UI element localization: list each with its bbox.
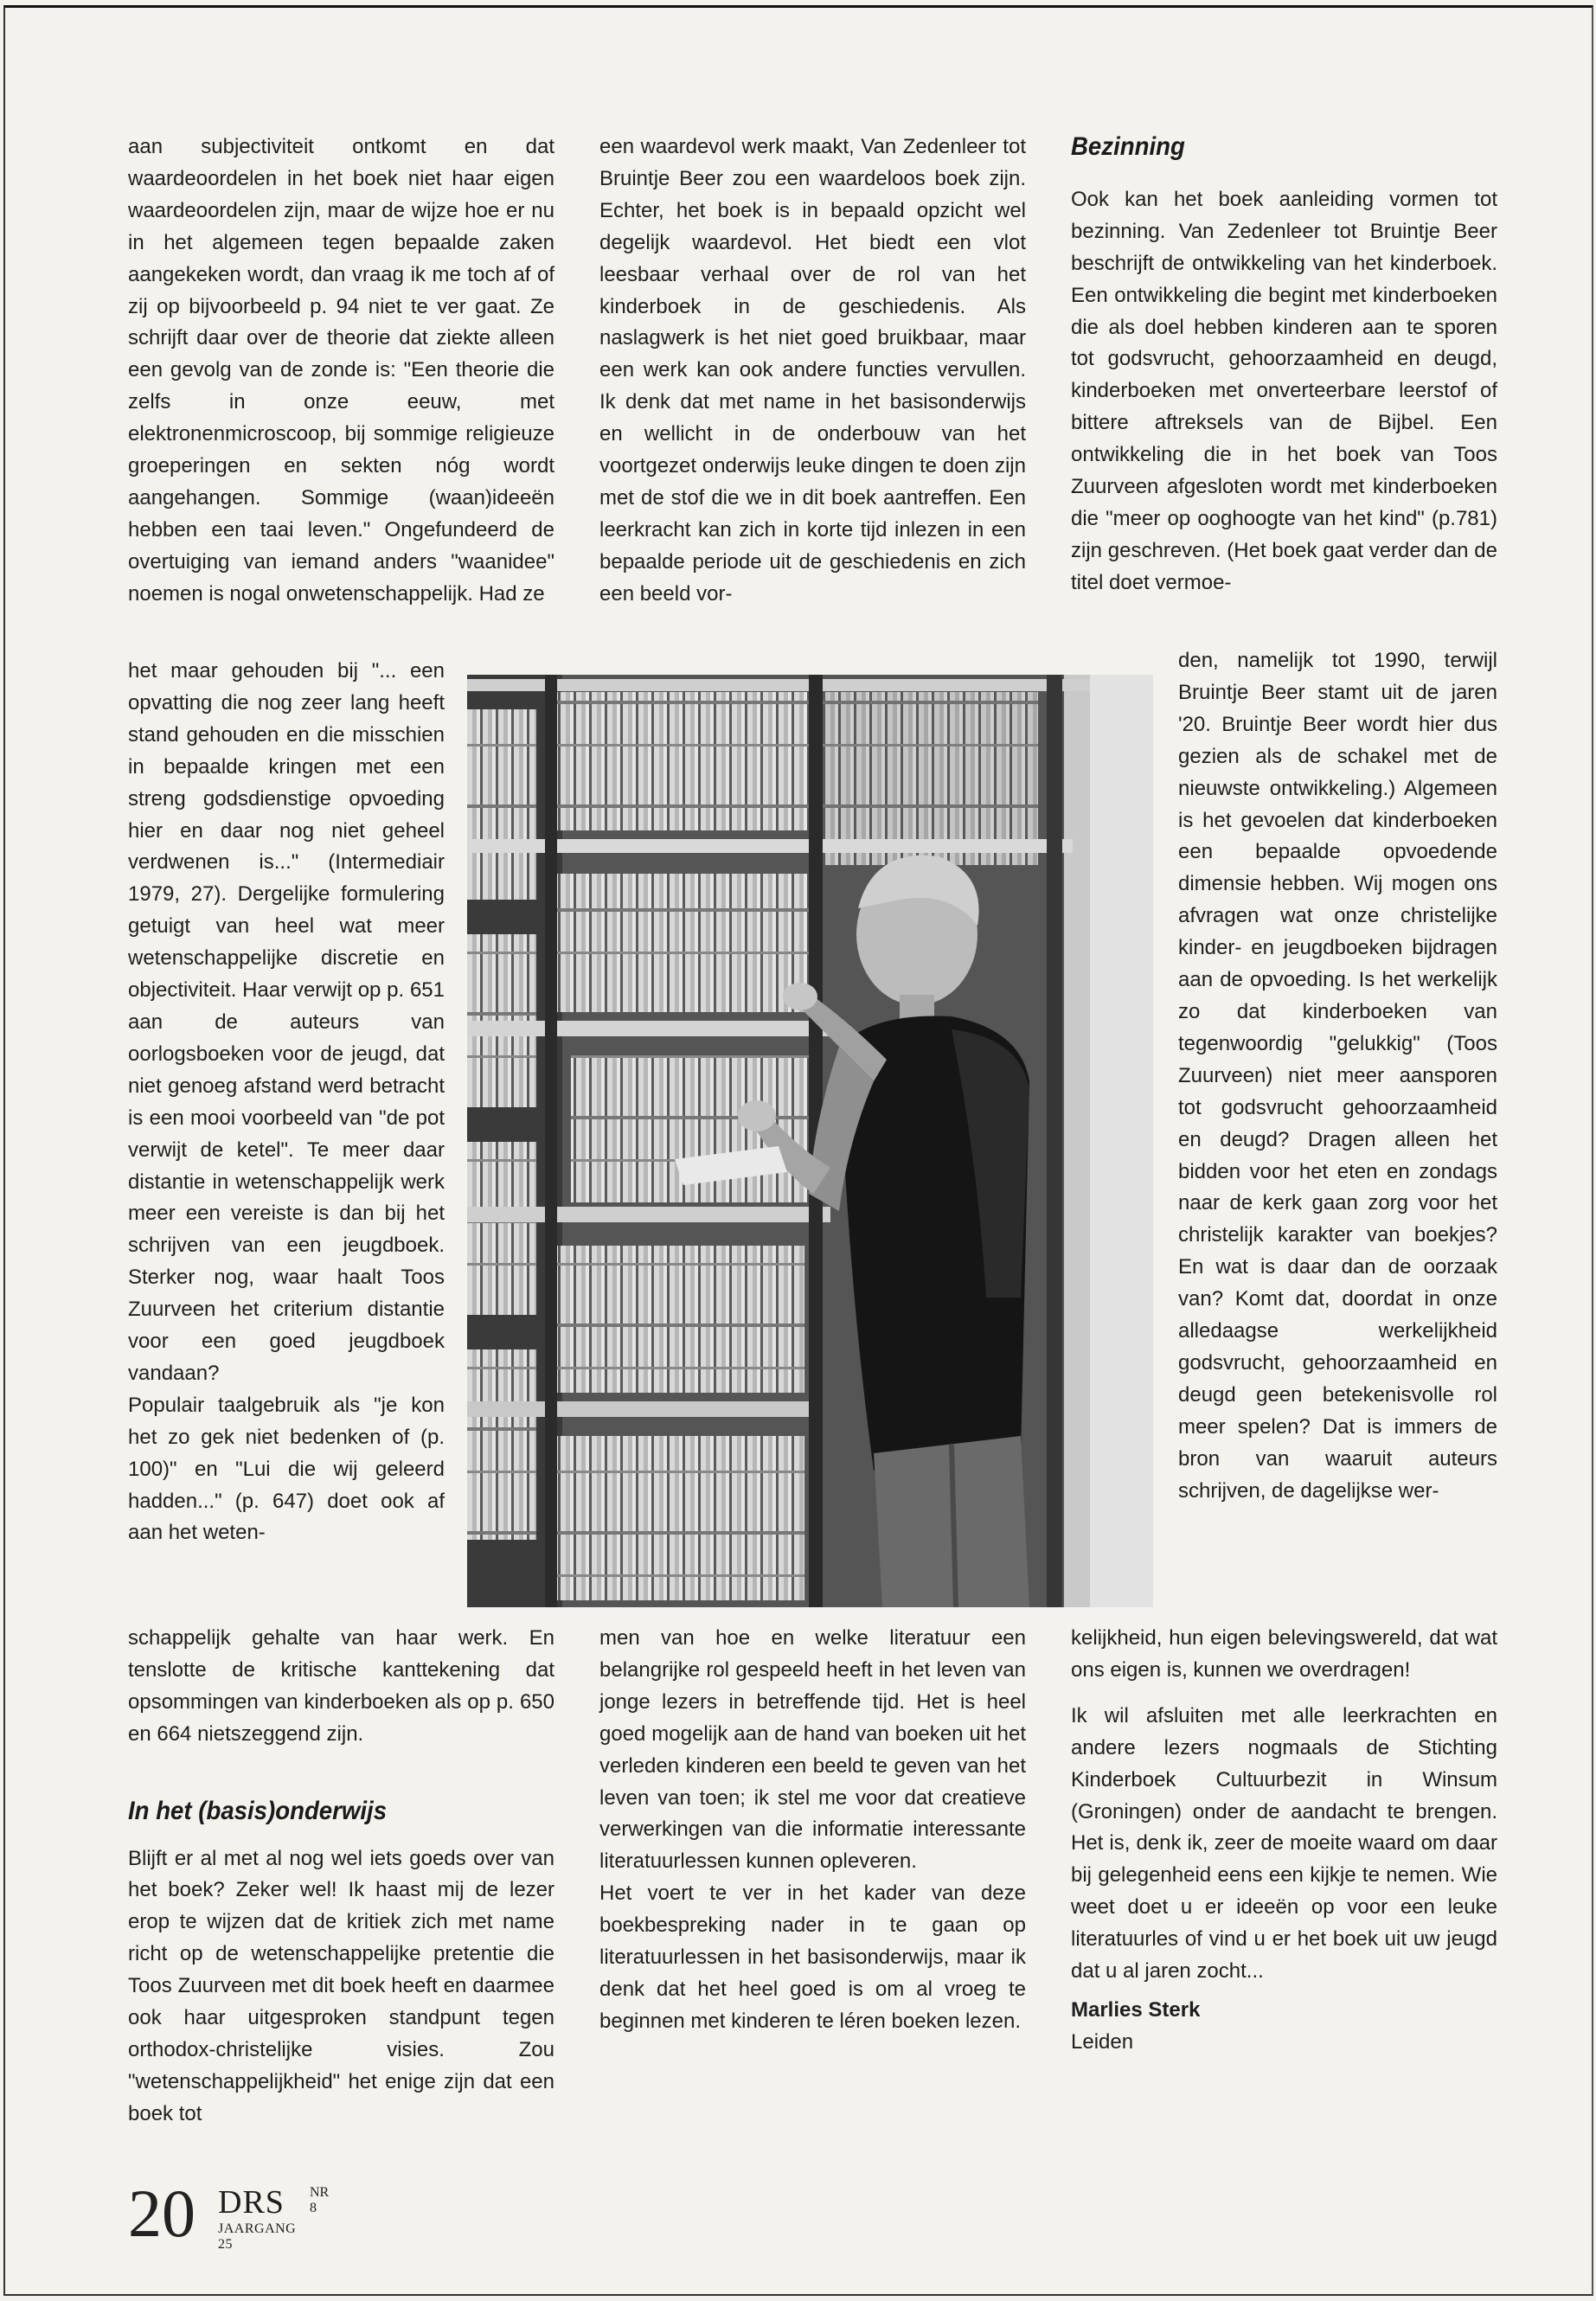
paragraph: Het voert te ver in het kader van deze boekbespreking nader in te gaan op literatuurlessen in het basisonderwijs, maar ik denk dat het heel goed is om al vroeg te beginnen met kinderen te léren boeken lezen. — [599, 1881, 1026, 2033]
paragraph: aan subjectiviteit ontkomt en dat waardeoordelen in het boek niet haar eigen waardeoordelen zijn, maar de wijze hoe er nu in het algemeen tegen bepaalde zaken aangekeken wordt, dan vraag ik me toch af of zij op bijvoorbeeld p. 94 niet te ver gaat. Ze schrijft daar over de theorie dat ziekte alleen een gevolg van de zonde is: "Een theorie die zelfs in onze eeuw, met elektronenmicroscoop, bij sommige religieuze groeperingen en sekten nóg wordt aangehangen. Sommige (waan)ideeën hebben een taai leven." Ongefundeerd de overtuiging van iemand anders "waanidee" noemen is nogal onwetenschappelijk. Had ze — [128, 135, 554, 606]
column-left — [128, 131, 554, 611]
author-city: Leiden — [1071, 2029, 1134, 2054]
paragraph: Ik wil afsluiten met alle leerkrachten en andere lezers nogmaals de Stichting Kinderboek Cultuurbezit in Winsum (Groningen) onder de aandacht te brengen. Het is, denk ik, zeer de moeite waard om daar bij gelegenheid eens een kijkje te nemen. Wie weet doet u er ideeën op voor een leuke literatuurles of vind u er het boek uit uw jeugd dat u al jaren zocht... — [1071, 1703, 1497, 1984]
paragraph: kelijkheid, hun eigen belevingswereld, dat wat ons eigen is, kunnen we overdragen! — [1071, 1626, 1497, 1682]
column-right-bottom — [1071, 1623, 1497, 2059]
column-left-bottom — [128, 1623, 554, 2131]
column-middle-bottom — [599, 1623, 1026, 2038]
paragraph: Ook kan het boek aanleiding vormen tot bezinning. Van Zedenleer tot Bruintje Beer beschrijft de ontwikkeling van het kinderboek. Een ontwikkeling die begint met kinderboeken die als doel hebben kinderen aan te sporen tot godsvrucht, gehoorzaamheid en deugd, kinderboeken met onverteerbare leerstof of bittere aftreksels van de Bijbel. Een ontwikkeling die in het boek van Toos Zuurveen afgesloten wordt met kinderboeken die "meer op ooghoogte van het kind" (p.781) zijn geschreven. (Het boek gaat verder dan de titel doet vermoe- — [1071, 187, 1497, 594]
photo-illustration — [467, 675, 1153, 1607]
column-right-narrow — [1178, 645, 1497, 1507]
paragraph: het maar gehouden bij "... een opvatting die nog zeer lang heeft stand gehouden en die misschien in bepaalde kringen met een streng godsdienstige opvoeding hier en daar nog niet geheel verdwenen is..." (Intermediair 1979, 27). Dergelijke formulering getuigt van heel wat meer wetenschappelijke discretie en objectiviteit. Haar verwijt op p. 651 aan de auteurs van oorlogsboeken voor de jeugd, dat niet genoeg afstand werd betracht is een mooi voorbeeld van "de pot verwijt de ketel". Te meer daar distantie in wetenschappelijk werk meer een vereiste is dan bij het schrijven van een jeugdboek. Sterker nog, waar haalt Toos Zuurveen het criterium distantie voor een goed jeugdboek vandaan? — [128, 659, 445, 1385]
magazine-name: DRS — [218, 2184, 285, 2221]
paragraph: schappelijk gehalte van haar werk. En tenslotte de kritische kanttekening dat opsommingen van kinderboeken als op p. 650 en 664 nietszeggend zijn. — [128, 1626, 554, 1746]
section-heading: Bezinning — [1071, 132, 1185, 161]
column-middle — [599, 131, 1026, 611]
paragraph: Blijft er al met al nog wel iets goeds over van het boek? Zeker wel! Ik haast mij de lezer erop te wijzen dat de kritiek zich met name richt op de wetenschappelijke pretentie die Toos Zuurveen met dit boek heeft en daarmee ook haar uitgesproken standpunt tegen orthodox-christelijke visies. Zou "wetenschappelijkheid" het enige zijn dat een boek tot — [128, 1846, 554, 2125]
author-name: Marlies Sterk — [1071, 1997, 1201, 2022]
column-left-narrow — [128, 656, 445, 1549]
paragraph: den, namelijk tot 1990, terwijl Bruintje Beer stamt uit de jaren '20. Bruintje Beer wordt hier dus gezien als de schakel met de nieuwste ontwikkeling.) Algemeen is het gevoelen dat kinderboeken een bepaalde opvoedende dimensie hebben. Wij mogen ons afvragen wat onze christelijke kinder- en jeugdboeken bijdragen aan de opvoeding. Is het werkelijk zo dat kinderboeken van tegenwoordig "gelukkig" (Toos Zuurveen) niet meer aansporen tot godsvrucht gehoorzaamheid en deugd? Dragen alleen het bidden voor het eten en zondags naar de kerk gaan zorg voor het christelijk karakter van boekjes? En wat is daar dan de oorzaak van? Komt dat, doordat in onze alledaagse werkelijkheid godsvrucht, gehoorzaamheid en deugd geen betekenisvolle rol meer spelen? Dat is immers de bron van waaruit auteurs schrijven, de dagelijkse wer- — [1178, 649, 1497, 1503]
issue-number: NR 8 — [310, 2185, 330, 2215]
volume-label: JAARGANG 25 — [218, 2221, 297, 2252]
column-right — [1071, 131, 1497, 599]
page-number: 20 — [128, 2176, 195, 2251]
paragraph: Populair taalgebruik als "je kon het zo gek niet bedenken of (p. 100)" en "Lui die wij geleerd hadden..." (p. 647) doet ook af aan het weten- — [128, 1393, 445, 1545]
photo-boy-at-bookshelf — [467, 675, 1153, 1607]
section-heading: In het (basis)onderwijs — [128, 1796, 388, 1825]
paragraph: men van hoe en welke literatuur een belangrijke rol gespeeld heeft in het leven van jonge lezers in betreffende tijd. Het is heel goed mogelijk aan de hand van boeken uit het verleden kinderen een beeld te geven van het leven van toen; ik stel me voor dat creatieve verwerkingen van die informatie interessante literatuurlessen kunnen opleveren. — [599, 1626, 1026, 1874]
paragraph: een waardevol werk maakt, Van Zedenleer tot Bruintje Beer zou een waardeloos boek zijn. Echter, het boek is in bepaald opzicht wel degelijk waardevol. Het biedt een vlot leesbaar verhaal over de rol van het kinderboek in de geschiedenis. Als naslagwerk is het niet goed bruikbaar, maar een werk kan ook andere functies vervullen. Ik denk dat met name in het basisonderwijs en wellicht in de onderbouw van het voortgezet onderwijs leuke dingen te doen zijn met de stof die we in dit boek aantreffen. Een leerkracht kan zich in korte tijd inlezen in een bepaalde periode uit de geschiedenis en zich een beeld vor- — [599, 135, 1026, 606]
